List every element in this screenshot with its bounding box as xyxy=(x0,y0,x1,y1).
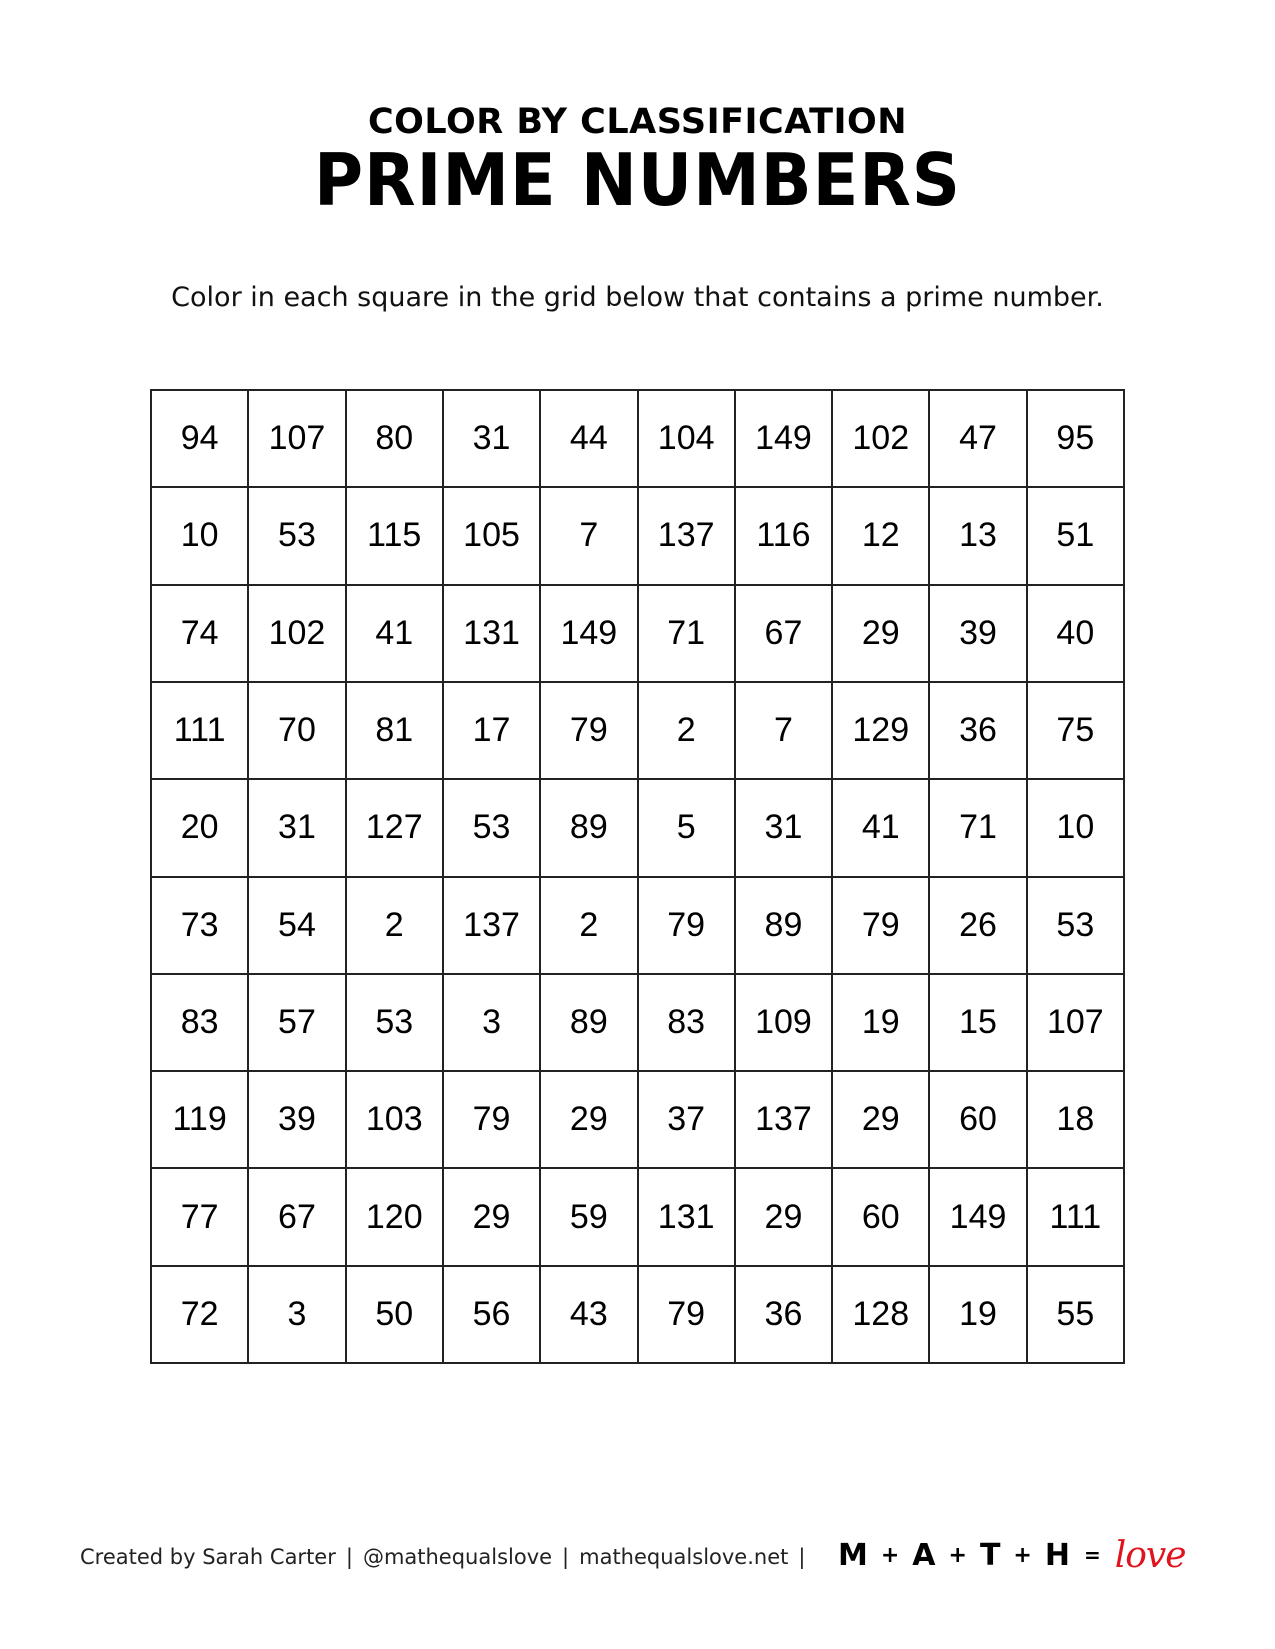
grid-cell[interactable]: 2 xyxy=(541,878,638,975)
grid-cell[interactable]: 2 xyxy=(347,878,444,975)
grid-cell[interactable]: 10 xyxy=(1028,780,1125,877)
grid-cell[interactable]: 13 xyxy=(930,488,1027,585)
grid-cell[interactable]: 83 xyxy=(639,975,736,1072)
grid-cell[interactable]: 149 xyxy=(736,391,833,488)
grid-cell[interactable]: 53 xyxy=(347,975,444,1072)
grid-cell[interactable]: 43 xyxy=(541,1267,638,1364)
grid-cell[interactable]: 3 xyxy=(444,975,541,1072)
grid-cell[interactable]: 72 xyxy=(152,1267,249,1364)
grid-cell[interactable]: 36 xyxy=(930,683,1027,780)
grid-cell[interactable]: 71 xyxy=(930,780,1027,877)
grid-cell[interactable]: 107 xyxy=(1028,975,1125,1072)
grid-cell[interactable]: 79 xyxy=(639,1267,736,1364)
grid-cell[interactable]: 70 xyxy=(249,683,346,780)
grid-cell[interactable]: 29 xyxy=(444,1169,541,1266)
grid-cell[interactable]: 67 xyxy=(249,1169,346,1266)
grid-cell[interactable]: 60 xyxy=(833,1169,930,1266)
grid-cell[interactable]: 20 xyxy=(152,780,249,877)
grid-cell[interactable]: 29 xyxy=(833,586,930,683)
grid-cell[interactable]: 94 xyxy=(152,391,249,488)
grid-cell[interactable]: 51 xyxy=(1028,488,1125,585)
grid-cell[interactable]: 102 xyxy=(249,586,346,683)
grid-cell[interactable]: 71 xyxy=(639,586,736,683)
author-credit: Created by Sarah Carter xyxy=(80,1545,336,1569)
grid-cell[interactable]: 81 xyxy=(347,683,444,780)
grid-cell[interactable]: 47 xyxy=(930,391,1027,488)
grid-cell[interactable]: 2 xyxy=(639,683,736,780)
worksheet-subtitle: COLOR BY CLASSIFICATION xyxy=(367,102,908,142)
grid-cell[interactable]: 26 xyxy=(930,878,1027,975)
grid-cell[interactable]: 120 xyxy=(347,1169,444,1266)
grid-cell[interactable]: 59 xyxy=(541,1169,638,1266)
grid-cell[interactable]: 31 xyxy=(249,780,346,877)
grid-cell[interactable]: 41 xyxy=(347,586,444,683)
grid-cell[interactable]: 57 xyxy=(249,975,346,1072)
grid-cell[interactable]: 53 xyxy=(249,488,346,585)
grid-cell[interactable]: 109 xyxy=(736,975,833,1072)
grid-cell[interactable]: 19 xyxy=(833,975,930,1072)
math-equals-love-logo xyxy=(838,1530,1186,1580)
number-grid xyxy=(150,389,1125,1364)
grid-cell[interactable]: 104 xyxy=(639,391,736,488)
footer-credits xyxy=(80,1537,815,1577)
grid-cell[interactable]: 29 xyxy=(736,1169,833,1266)
grid-cell[interactable]: 102 xyxy=(833,391,930,488)
grid-cell[interactable]: 60 xyxy=(930,1072,1027,1169)
logo-plus: + xyxy=(948,1542,967,1568)
grid-cell[interactable]: 75 xyxy=(1028,683,1125,780)
grid-cell[interactable]: 119 xyxy=(152,1072,249,1169)
grid-cell[interactable]: 17 xyxy=(444,683,541,780)
grid-cell[interactable]: 3 xyxy=(249,1267,346,1364)
logo-plus: + xyxy=(1013,1542,1032,1568)
grid-cell[interactable]: 131 xyxy=(444,586,541,683)
grid-cell[interactable]: 18 xyxy=(1028,1072,1125,1169)
grid-cell[interactable]: 7 xyxy=(541,488,638,585)
grid-cell[interactable]: 127 xyxy=(347,780,444,877)
logo-equals: = xyxy=(1083,1543,1101,1567)
grid-cell[interactable]: 116 xyxy=(736,488,833,585)
grid-cell[interactable]: 137 xyxy=(444,878,541,975)
grid-cell[interactable]: 50 xyxy=(347,1267,444,1364)
grid-cell[interactable]: 7 xyxy=(736,683,833,780)
grid-cell[interactable]: 12 xyxy=(833,488,930,585)
grid-cell[interactable]: 10 xyxy=(152,488,249,585)
grid-cell[interactable]: 137 xyxy=(736,1072,833,1169)
grid-cell[interactable]: 39 xyxy=(930,586,1027,683)
grid-cell[interactable]: 53 xyxy=(1028,878,1125,975)
grid-cell[interactable]: 89 xyxy=(541,780,638,877)
grid-cell[interactable]: 73 xyxy=(152,878,249,975)
grid-cell[interactable]: 115 xyxy=(347,488,444,585)
grid-cell[interactable]: 19 xyxy=(930,1267,1027,1364)
grid-cell[interactable]: 53 xyxy=(444,780,541,877)
worksheet-title: PRIME NUMBERS xyxy=(314,138,961,222)
grid-cell[interactable]: 54 xyxy=(249,878,346,975)
grid-cell[interactable]: 29 xyxy=(833,1072,930,1169)
logo-letter-h: H xyxy=(1044,1537,1070,1573)
logo-plus: + xyxy=(880,1542,900,1568)
grid-cell[interactable]: 41 xyxy=(833,780,930,877)
grid-cell[interactable]: 149 xyxy=(541,586,638,683)
grid-cell[interactable]: 36 xyxy=(736,1267,833,1364)
separator: | xyxy=(798,1545,806,1569)
grid-cell[interactable]: 79 xyxy=(833,878,930,975)
grid-cell[interactable]: 56 xyxy=(444,1267,541,1364)
logo-letter-t: T xyxy=(979,1537,1001,1573)
grid-cell[interactable]: 111 xyxy=(1028,1169,1125,1266)
grid-cell[interactable]: 74 xyxy=(152,586,249,683)
grid-cell[interactable]: 103 xyxy=(347,1072,444,1169)
separator: | xyxy=(345,1545,353,1569)
grid-cell[interactable]: 15 xyxy=(930,975,1027,1072)
grid-cell[interactable]: 67 xyxy=(736,586,833,683)
grid-cell[interactable]: 89 xyxy=(736,878,833,975)
grid-cell[interactable]: 149 xyxy=(930,1169,1027,1266)
social-handle: @mathequalslove xyxy=(362,1545,553,1569)
grid-cell[interactable]: 55 xyxy=(1028,1267,1125,1364)
grid-cell[interactable]: 128 xyxy=(833,1267,930,1364)
grid-cell[interactable]: 37 xyxy=(639,1072,736,1169)
grid-cell[interactable]: 31 xyxy=(736,780,833,877)
grid-cell[interactable]: 129 xyxy=(833,683,930,780)
grid-cell[interactable]: 44 xyxy=(541,391,638,488)
grid-cell[interactable]: 79 xyxy=(541,683,638,780)
grid-cell[interactable]: 131 xyxy=(639,1169,736,1266)
grid-cell[interactable]: 40 xyxy=(1028,586,1125,683)
grid-cell[interactable]: 79 xyxy=(639,878,736,975)
separator: | xyxy=(562,1545,570,1569)
instructions-text: Color in each square in the grid below that contains a prime number. xyxy=(171,282,1104,313)
logo-letter-a: A xyxy=(912,1537,936,1573)
grid-cell[interactable]: 5 xyxy=(639,780,736,877)
grid-cell[interactable]: 137 xyxy=(639,488,736,585)
grid-cell[interactable]: 79 xyxy=(444,1072,541,1169)
logo-letter-m: M xyxy=(838,1537,868,1573)
grid-cell[interactable]: 111 xyxy=(152,683,249,780)
grid-cell[interactable]: 83 xyxy=(152,975,249,1072)
grid-cell[interactable]: 89 xyxy=(541,975,638,1072)
grid-cell[interactable]: 105 xyxy=(444,488,541,585)
grid-cell[interactable]: 80 xyxy=(347,391,444,488)
logo-love-script: love xyxy=(1114,1534,1186,1576)
grid-cell[interactable]: 39 xyxy=(249,1072,346,1169)
grid-cell[interactable]: 29 xyxy=(541,1072,638,1169)
grid-cell[interactable]: 107 xyxy=(249,391,346,488)
grid-cell[interactable]: 95 xyxy=(1028,391,1125,488)
grid-cell[interactable]: 77 xyxy=(152,1169,249,1266)
grid-cell[interactable]: 31 xyxy=(444,391,541,488)
website-link[interactable]: mathequalslove.net xyxy=(579,1545,789,1569)
